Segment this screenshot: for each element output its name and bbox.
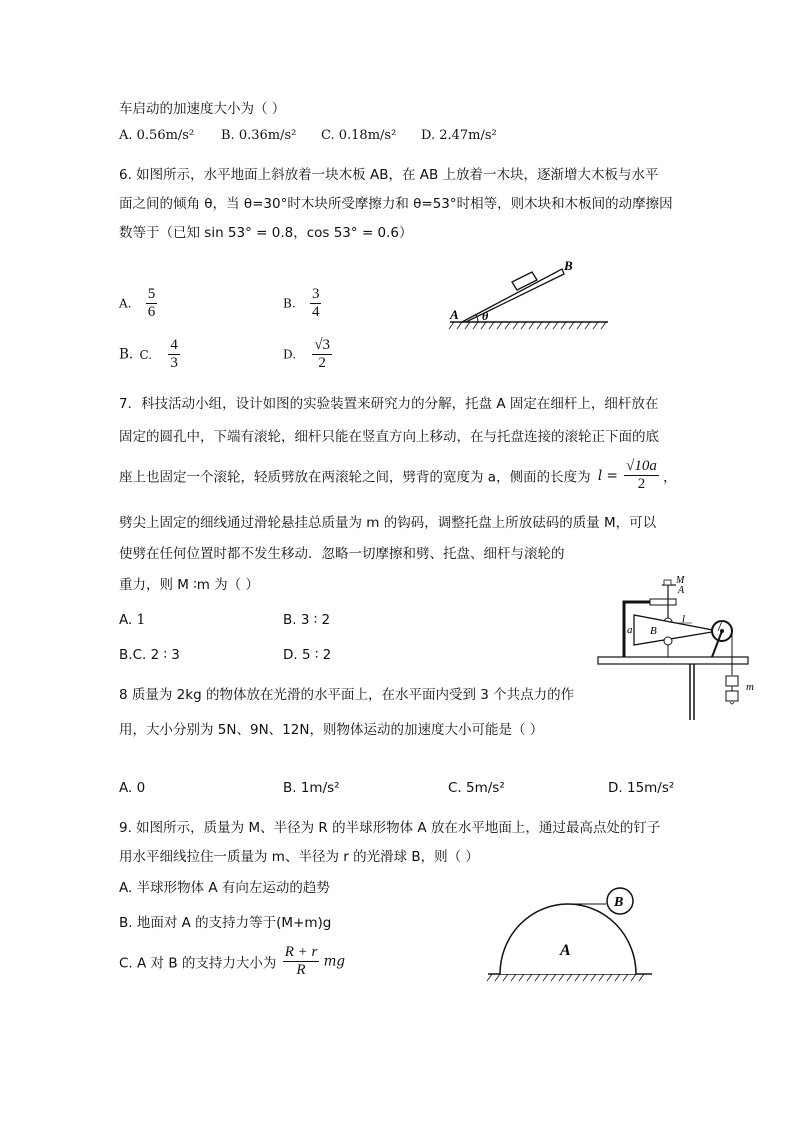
q6-line-1: 6. 如图所示，水平地面上斜放着一块木板 AB，在 AB 上放着一木块，逐渐增大木板与水平	[119, 167, 659, 183]
q6-line-3: 数等于（已知 sin 53° = 0.8，cos 53° = 0.6）	[119, 225, 413, 241]
q7-label-m-top: M	[676, 575, 685, 586]
q9-option-a: A. 半球形物体 A 有向左运动的趋势	[119, 880, 330, 896]
q7-label-a-side: a	[627, 624, 633, 636]
q7-option-b: B. 3 ∶ 2	[283, 612, 331, 628]
q6-label-theta: θ	[482, 309, 489, 323]
q7-line-6: 重力，则 M ∶m 为（ ）	[119, 577, 259, 593]
q6-label-b: B	[564, 258, 573, 273]
q7-option-d: D. 5 ∶ 2	[283, 647, 332, 663]
q6-label-a: A	[450, 307, 459, 322]
q5-stem-tail: 车启动的加速度大小为（ ）	[119, 101, 286, 117]
q8-option-c: C. 5m/s²	[448, 780, 505, 796]
q8-option-b: B. 1m/s²	[283, 780, 340, 796]
q7-label-b: B	[650, 625, 657, 637]
q7-label-l: l	[682, 613, 686, 625]
q6-line-2: 面之间的倾角 θ，当 θ=30°时木块所受摩擦力和 θ=53°时相等，则木块和木板间的动摩擦因	[119, 196, 673, 212]
q9-label-b: B	[614, 895, 624, 910]
q7-line-5: 使劈在任何位置时都不发生移动．忽略一切摩擦和劈、托盘、细杆与滚轮的	[119, 546, 565, 562]
q7-option-c: B.C. 2 ∶ 3	[119, 647, 180, 663]
q9-hemisphere-figure	[480, 880, 660, 990]
q6-option-a: A. $\frac{5}{6}$	[119, 286, 156, 320]
q8-line-1: 8 质量为 2kg 的物体放在光滑的水平面上，在水平面内受到 3 个共点力的作	[119, 687, 575, 703]
q7-line-1: 7．科技活动小组，设计如图的实验装置来研究力的分解，托盘 A 固定在细杆上，细杆放在	[119, 396, 659, 412]
q9-line-1: 9. 如图所示，质量为 M、半径为 R 的半球形物体 A 放在水平地面上，通过最高点处的钉子	[119, 820, 661, 836]
q9-line-2: 用水平细线拉住一质量为 m、半径为 r 的光滑球 B，则（ ）	[119, 849, 479, 865]
q9-label-a: A	[560, 942, 571, 959]
q9-option-c: C. A 对 B 的支持力大小为 $\frac{R + r}{R}$ mg	[119, 944, 346, 978]
q7-option-a: A. 1	[119, 612, 146, 628]
q8-line-2: 用，大小分别为 5N、9N、12N，则物体运动的加速度大小可能是（ ）	[119, 722, 544, 738]
q7-label-m: m	[746, 681, 754, 693]
q7-line-3: 座上也固定一个滚轮，轻质劈放在两滚轮之间，劈背的宽度为 a，侧面的长度为 l = $\frac{√10a}{2}$ ，	[119, 458, 677, 492]
q6-option-c: B. C. $\frac{4}{3}$	[119, 337, 178, 371]
q8-option-a: A. 0	[119, 780, 146, 796]
q5-option-c: C. 0.18m/s²	[321, 128, 397, 143]
q5-option-d: D. 2.47m/s²	[421, 128, 497, 143]
q8-option-d: D. 15m/s²	[608, 780, 675, 796]
q7-wedge-figure	[594, 575, 774, 725]
q5-option-b: B. 0.36m/s²	[221, 128, 297, 143]
q7-label-a-top: A	[678, 585, 685, 596]
q7-line-2: 固定的圆孔中，下端有滚轮，细杆只能在竖直方向上移动，在与托盘连接的滚轮正下面的底	[119, 429, 659, 445]
q6-option-d: D. $\frac{√3}{2}$	[283, 337, 331, 371]
q7-line-4: 劈尖上固定的细线通过滑轮悬挂总质量为 m 的钩码，调整托盘上所放砝码的质量 M，可以	[119, 515, 657, 531]
q6-option-b: B. $\frac{3}{4}$	[283, 286, 320, 320]
q6-incline-figure	[440, 255, 610, 335]
q5-option-a: A. 0.56m/s²	[119, 128, 195, 143]
q9-option-b: B. 地面对 A 的支持力等于(M+m)g	[119, 915, 332, 931]
